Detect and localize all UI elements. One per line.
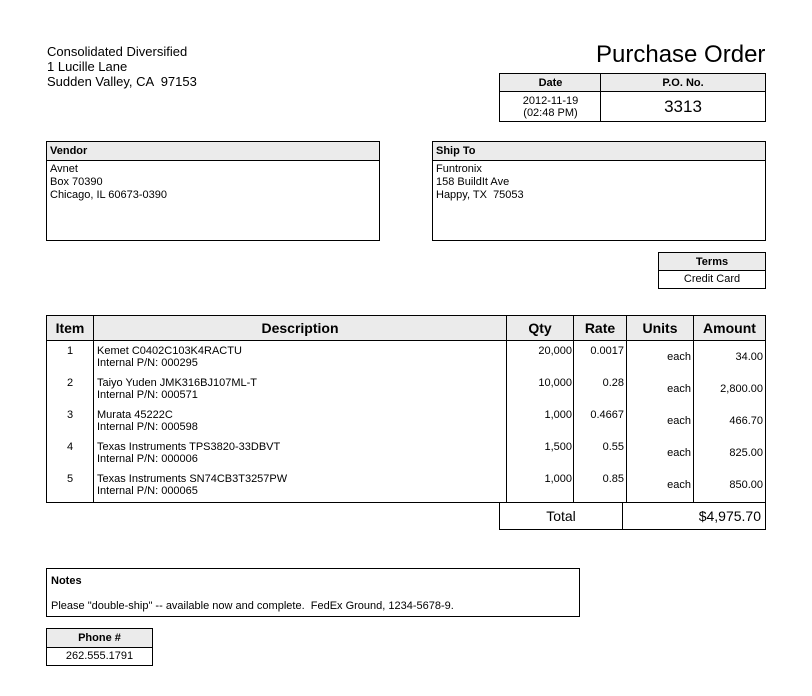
column-header-amount: Amount: [703, 320, 756, 336]
total-label: Total: [546, 508, 576, 524]
item-internal-pn: Internal P/N: 000065: [97, 485, 198, 497]
item-units: each: [667, 447, 691, 459]
column-header-units: Units: [642, 320, 678, 336]
item-part-name: Taiyo Yuden JMK316BJ107ML-T: [97, 377, 257, 389]
vendor-line: Avnet: [50, 163, 78, 175]
company-address-line1: 1 Lucille Lane: [47, 59, 128, 74]
item-number: 3: [66, 409, 74, 421]
item-internal-pn: Internal P/N: 000295: [97, 357, 198, 369]
item-part-name: Texas Instruments TPS3820-33DBVT: [97, 441, 281, 453]
table-row: [47, 405, 765, 437]
date-label: Date: [538, 77, 563, 89]
item-description: [97, 345, 502, 369]
item-number: 5: [66, 473, 74, 485]
item-number: 1: [66, 345, 74, 357]
document-title: Purchase Order: [596, 41, 766, 68]
item-description: [97, 473, 502, 497]
item-number: 2: [66, 377, 74, 389]
ship-to-line: Happy, TX 75053: [436, 189, 524, 201]
notes-box: [46, 568, 580, 617]
item-amount: 34.00: [735, 351, 763, 363]
column-header-description: Description: [261, 320, 339, 336]
item-qty: 1,000: [544, 409, 572, 421]
vendor-box: [46, 141, 380, 241]
item-rate: 0.0017: [590, 345, 624, 357]
item-amount: 850.00: [729, 479, 763, 491]
company-name: Consolidated Diversified: [47, 44, 188, 59]
total-value: $4,975.70: [698, 508, 761, 524]
line-items-table: [46, 315, 766, 503]
item-units: each: [667, 351, 691, 363]
item-amount: 466.70: [729, 415, 763, 427]
item-qty: 1,500: [544, 441, 572, 453]
phone-label: Phone #: [47, 629, 152, 648]
ship-to-address: [433, 161, 765, 202]
column-header-qty: Qty: [528, 320, 552, 336]
item-qty: 20,000: [538, 345, 572, 357]
item-description: [97, 377, 502, 401]
item-units: each: [667, 479, 691, 491]
phone-box: [46, 628, 153, 666]
item-units: each: [667, 383, 691, 395]
item-rate: 0.28: [602, 377, 624, 389]
order-date: [500, 92, 601, 121]
item-units: each: [667, 415, 691, 427]
table-row: [47, 469, 765, 501]
phone-value: 262.555.1791: [65, 650, 134, 662]
item-description: [97, 409, 502, 433]
order-info-box: [499, 73, 766, 122]
ship-to-line: 158 BuildIt Ave: [436, 176, 510, 188]
item-amount: 825.00: [729, 447, 763, 459]
order-time-value: (02:48 PM): [523, 107, 578, 119]
item-qty: 10,000: [538, 377, 572, 389]
column-header-rate: Rate: [584, 320, 616, 336]
item-qty: 1,000: [544, 473, 572, 485]
vendor-label: Vendor: [47, 142, 379, 161]
po-number-value: 3313: [664, 97, 702, 116]
column-header-item: Item: [55, 320, 85, 336]
item-part-name: Kemet C0402C103K4RACTU: [97, 345, 242, 357]
terms-value: Credit Card: [683, 273, 741, 285]
notes-text: Please "double-ship" -- available now and complete. FedEx Ground, 1234-5678-9.: [51, 600, 454, 612]
po-number-label: P.O. No.: [662, 77, 704, 89]
ship-to-label: Ship To: [433, 142, 765, 161]
company-address-line2: Sudden Valley, CA 97153: [47, 74, 197, 89]
item-internal-pn: Internal P/N: 000571: [97, 389, 198, 401]
item-internal-pn: Internal P/N: 000006: [97, 453, 198, 465]
table-row: [47, 437, 765, 469]
order-date-value: 2012-11-19: [522, 95, 579, 107]
item-part-name: Texas Instruments SN74CB3T3257PW: [97, 473, 288, 485]
vendor-line: Chicago, IL 60673-0390: [50, 189, 168, 201]
vendor-address: [47, 161, 379, 202]
item-amount: 2,800.00: [720, 383, 763, 395]
table-row: [47, 341, 765, 373]
ship-to-box: [432, 141, 766, 241]
total-divider: [622, 503, 623, 529]
terms-label: Terms: [659, 253, 765, 271]
item-rate: 0.55: [602, 441, 624, 453]
terms-box: [658, 252, 766, 289]
notes-label: Notes: [51, 575, 82, 587]
company-address: [47, 44, 197, 89]
table-row: [47, 373, 765, 405]
item-rate: 0.85: [602, 473, 624, 485]
ship-to-line: Funtronix: [436, 163, 482, 175]
item-internal-pn: Internal P/N: 000598: [97, 421, 198, 433]
item-number: 4: [66, 441, 74, 453]
item-rate: 0.4667: [590, 409, 624, 421]
vendor-line: Box 70390: [50, 176, 103, 188]
item-part-name: Murata 45222C: [97, 409, 173, 421]
total-box: [499, 503, 766, 530]
item-description: [97, 441, 502, 465]
